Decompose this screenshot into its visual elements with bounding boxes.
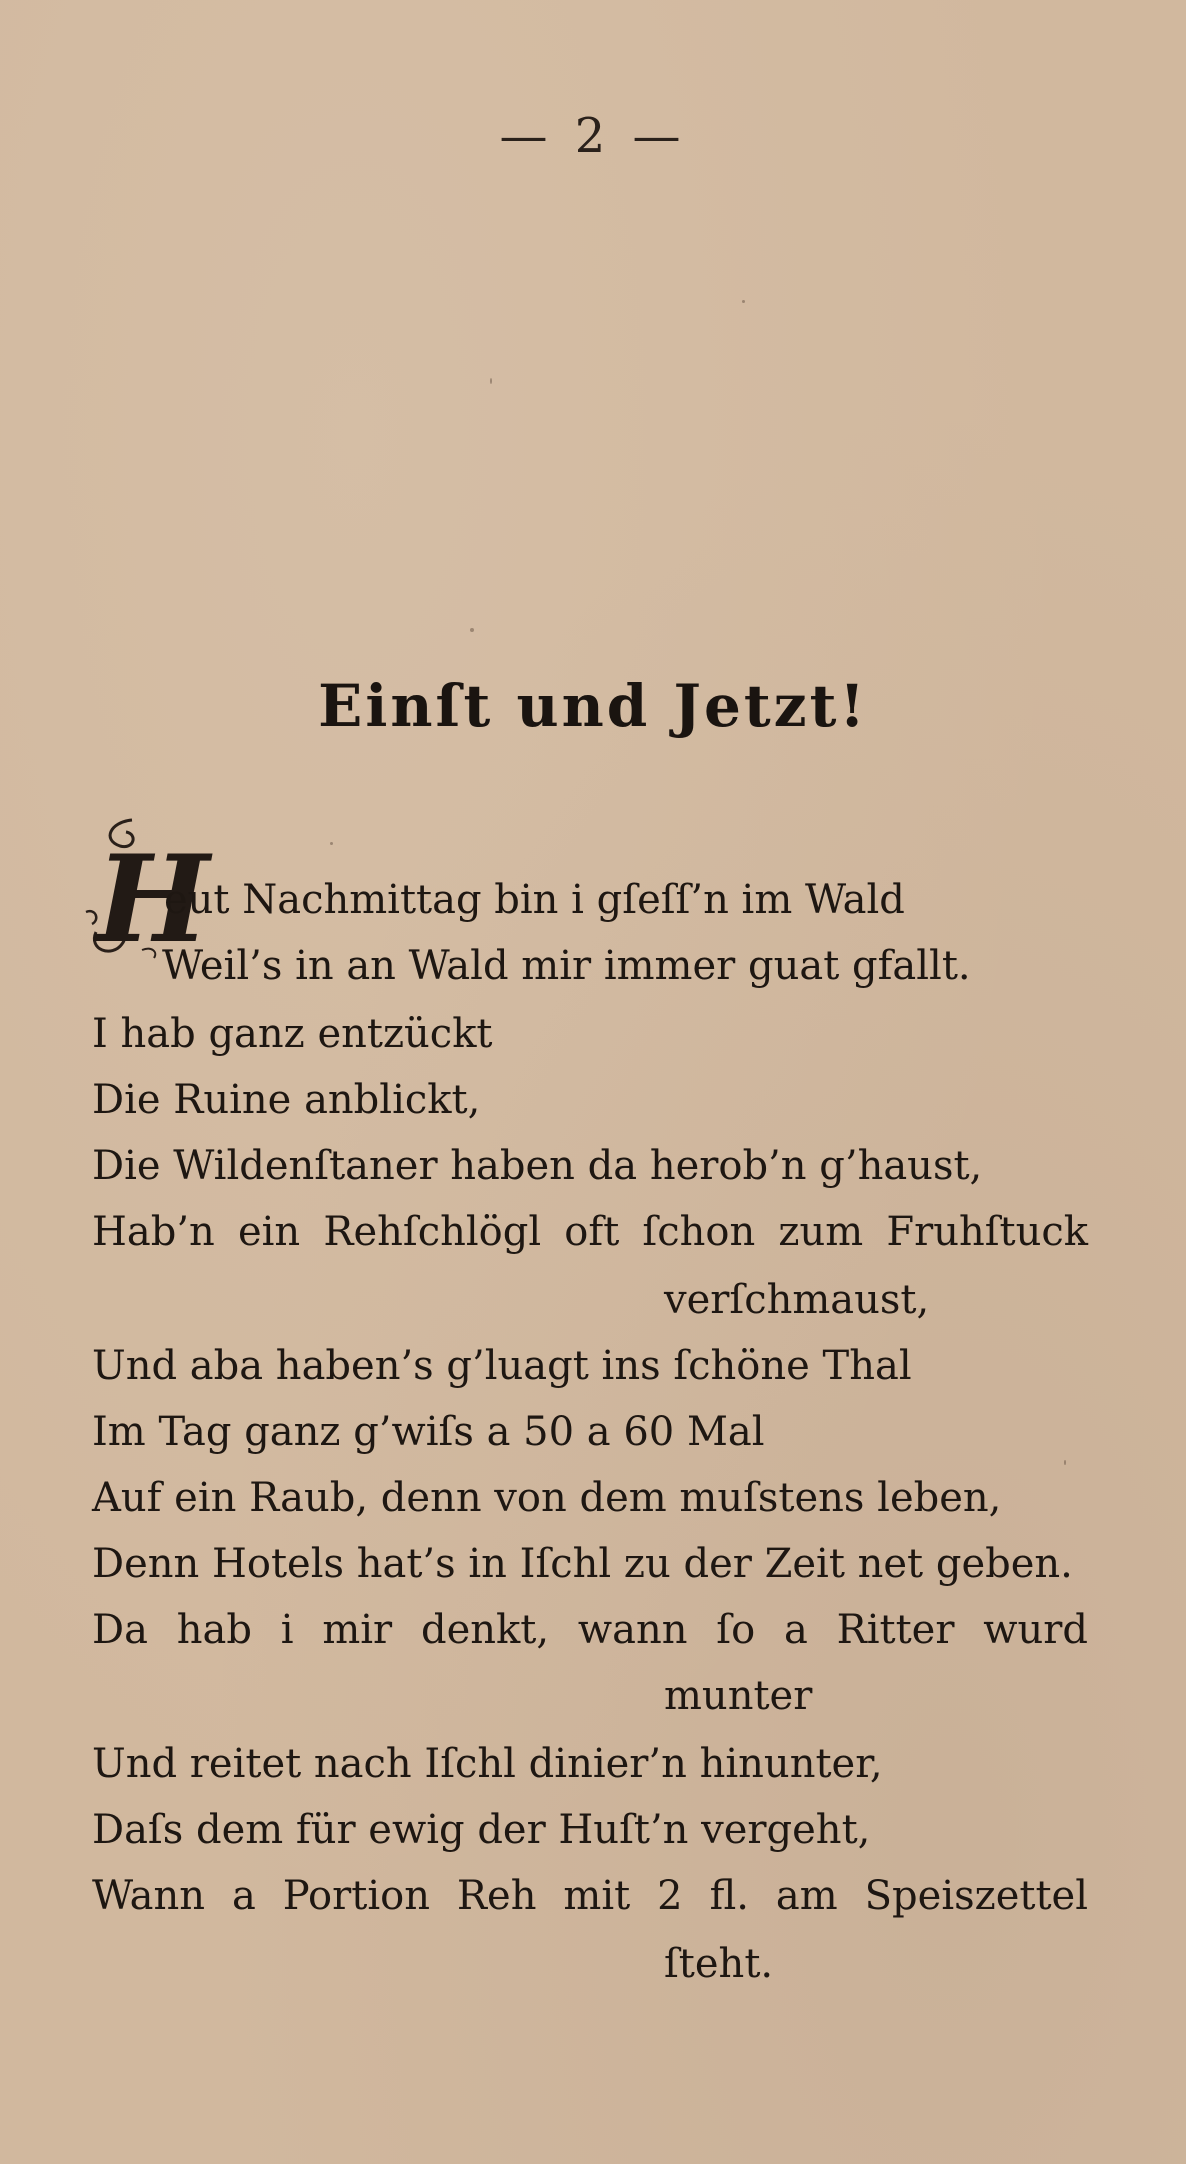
poem-line: Weil’s in an Wald mir immer guat gfallt. [162,943,971,989]
poem-line: Auf ein Raub, denn von dem muſstens leben, [92,1475,1002,1521]
paper-speck [742,300,745,303]
poem-line: Da hab i mir denkt, wann ſo a Ritter wurd [92,1607,1088,1653]
poem-line-runover: verſchmaust, [664,1277,930,1323]
poem-title: Einſt und Jetzt! [318,672,868,740]
poem-line: Die Ruine anblickt, [92,1077,481,1123]
poem-line: Und reitet nach Iſchl dinier’n hinunter, [92,1741,883,1787]
poem-line: Daſs dem für ewig der Huſt’n vergeht, [92,1807,871,1853]
dropcap-letter: H [96,829,210,970]
poem-line: Die Wildenſtaner haben da herob’n g’haust, [92,1143,983,1189]
poem-line: I hab ganz entzückt [92,1011,493,1057]
poem-line: Hab’n ein Rehſchlögl oft ſchon zum Fruhſtuck [92,1209,1088,1255]
page-number: — 2 — [499,108,687,164]
poem-line: Denn Hotels hat’s in Iſchl zu der Zeit net geben. [92,1541,1073,1587]
paper-speck [490,378,492,384]
poem-line: eut Nachmittag bin i gſeſſ’n im Wald [164,877,905,923]
poem-line: Im Tag ganz g’wiſs a 50 a 60 Mal [92,1409,765,1455]
poem-line: Und aba haben’s g’luagt ins ſchöne Thal [92,1343,912,1389]
poem-line-runover: munter [664,1673,813,1719]
paper-speck [330,842,333,845]
poem-line-runover: ſteht. [664,1941,774,1987]
paper-speck [1064,1460,1066,1465]
paper-speck [470,628,474,632]
poem-line: Wann a Portion Reh mit 2 fl. am Speiszettel [92,1873,1088,1919]
